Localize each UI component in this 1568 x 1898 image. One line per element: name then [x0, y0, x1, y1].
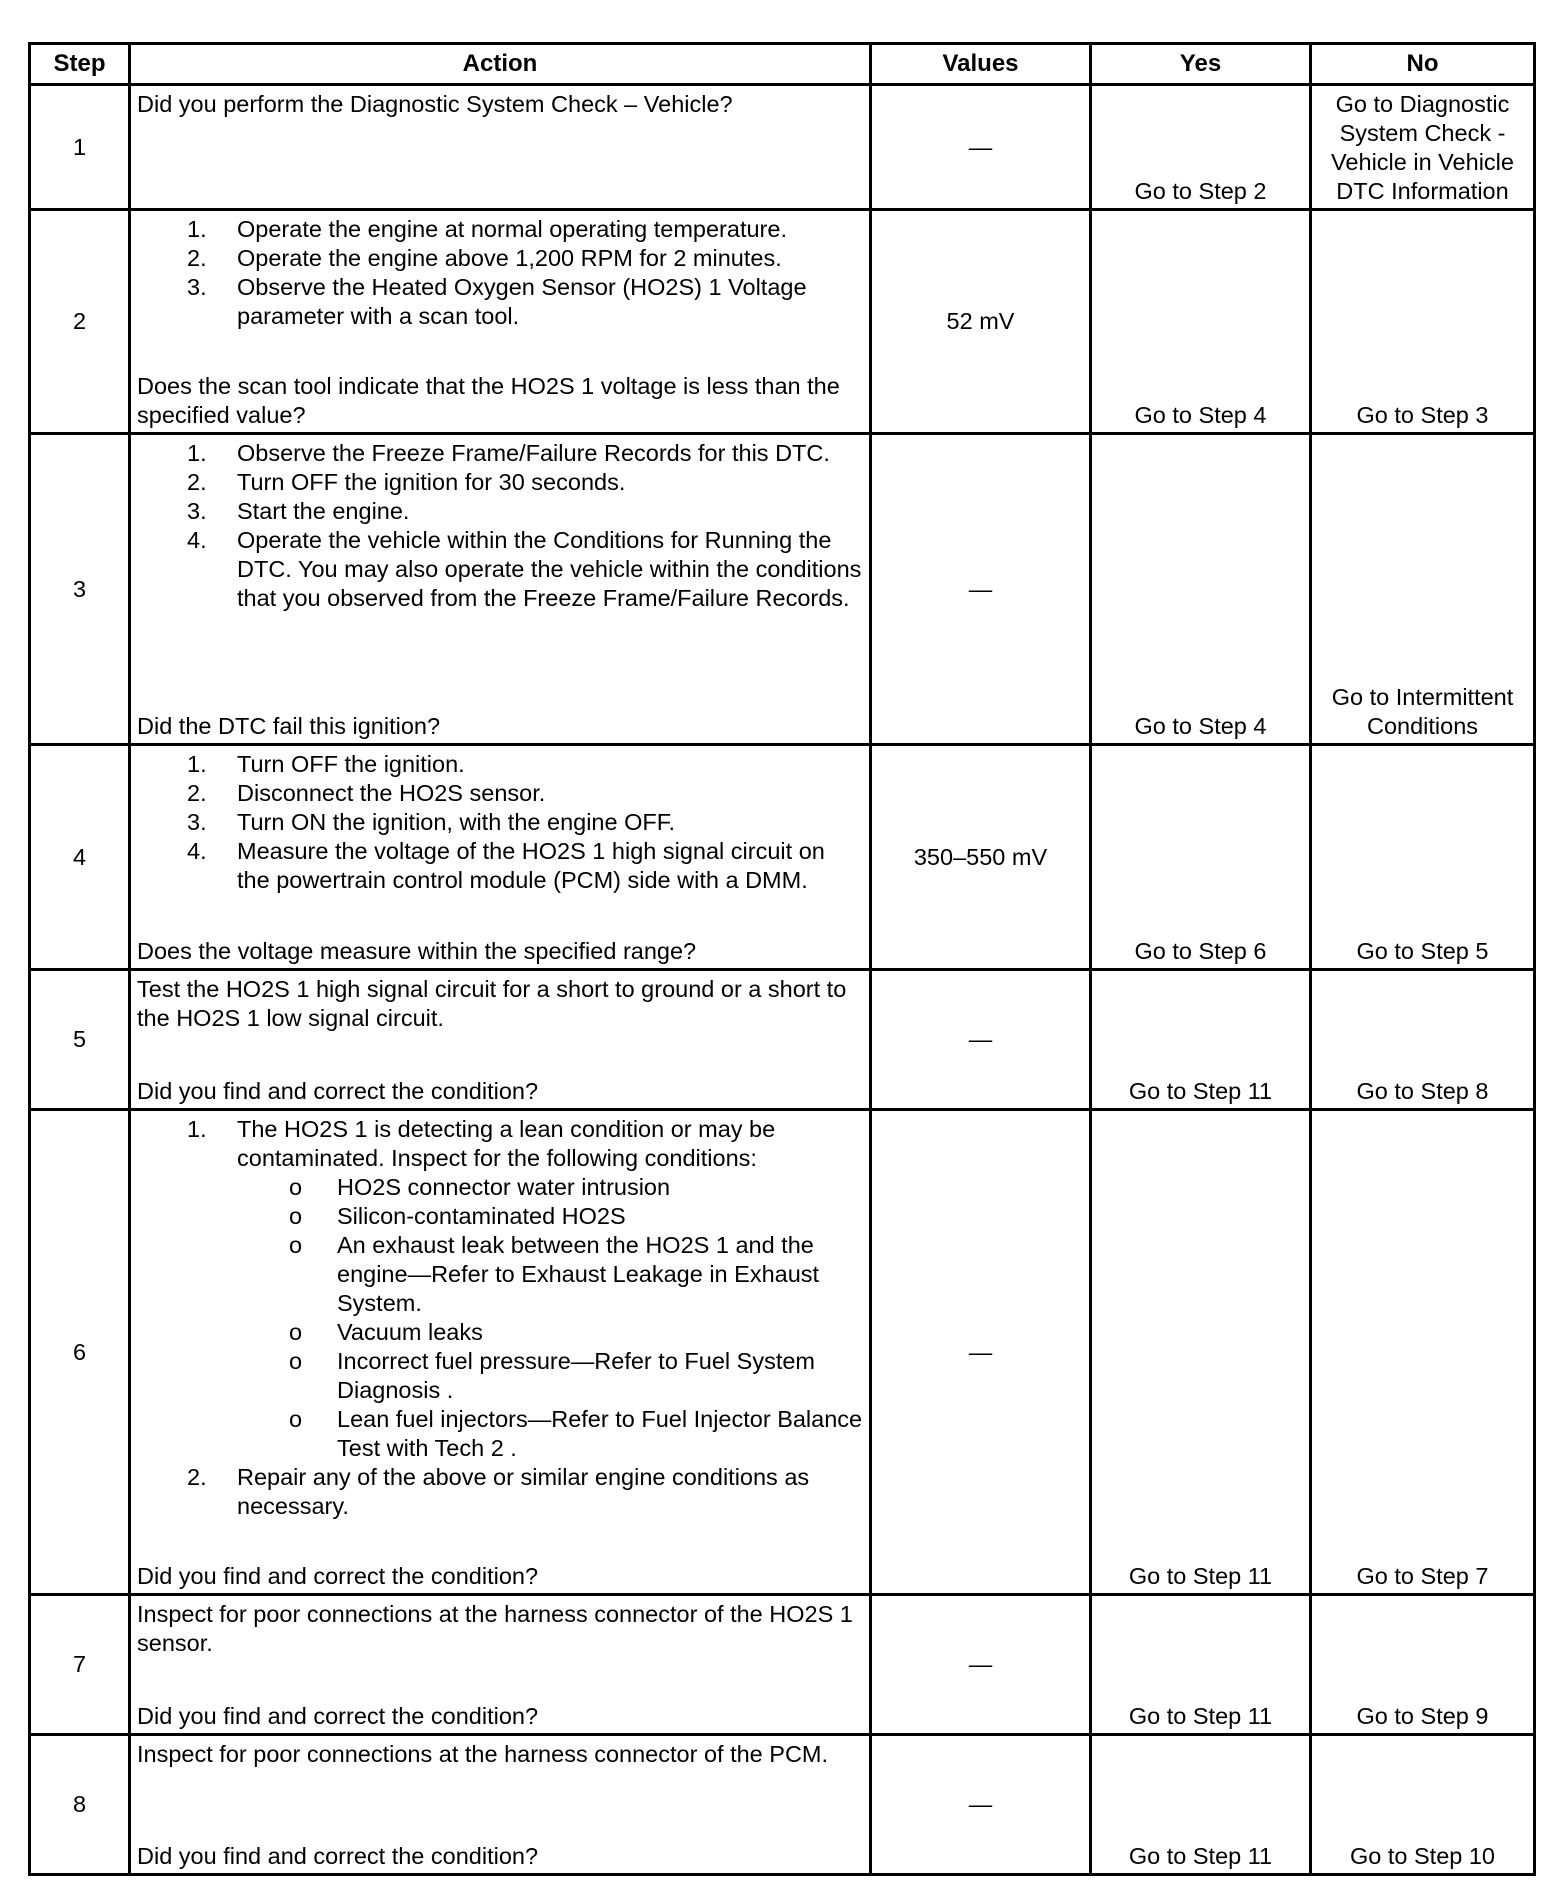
step-number: 4: [30, 745, 130, 970]
yes-cell: Go to Step 4: [1091, 210, 1311, 434]
item-text: Repair any of the above or similar engine conditions as necessary.: [237, 1464, 810, 1519]
bullet-text: Silicon-contaminated HO2S: [337, 1203, 626, 1229]
step-number: 6: [30, 1110, 130, 1595]
bullet-list: [237, 1173, 863, 1463]
bullet-icon: o: [289, 1406, 303, 1432]
no-cell: Go to Diagnostic System Check - Vehicle in Vehicle DTC Information: [1311, 85, 1535, 210]
bullet-icon: o: [289, 1319, 303, 1345]
bullet-list-item: [237, 1231, 863, 1318]
yes-cell: Go to Step 11: [1091, 1735, 1311, 1875]
item-text: The HO2S 1 is detecting a lean condition or may be contaminated. Inspect for the following conditions:: [237, 1116, 776, 1171]
item-text: Observe the Freeze Frame/Failure Records for this DTC.: [237, 440, 830, 466]
yes-cell: Go to Step 11: [1091, 1595, 1311, 1735]
action-question: Did you find and correct the condition?: [137, 1563, 539, 1589]
action-instructions: [137, 1600, 863, 1658]
item-number: 4.: [187, 527, 207, 553]
action-instructions: [137, 439, 863, 613]
table-body: [30, 85, 1535, 1875]
no-cell: Go to Step 9: [1311, 1595, 1535, 1735]
no-cell: Go to Step 3: [1311, 210, 1535, 434]
table-row: [30, 434, 1535, 745]
action-instructions: [137, 750, 863, 895]
action-cell: [130, 210, 871, 434]
item-number: 1.: [187, 751, 207, 777]
action-cell: [130, 1595, 871, 1735]
numbered-list-item: [137, 439, 863, 468]
action-question: Did you find and correct the condition?: [137, 1703, 539, 1729]
action-question: Did the DTC fail this ignition?: [137, 713, 441, 739]
action-cell: [130, 970, 871, 1110]
bullet-icon: o: [289, 1348, 303, 1374]
numbered-list-item: [137, 750, 863, 779]
action-instructions: [137, 975, 863, 1033]
value-cell: —: [871, 1595, 1091, 1735]
item-number: 2.: [187, 1464, 207, 1490]
bullet-list-item: [237, 1405, 863, 1463]
item-number: 1.: [187, 216, 207, 242]
numbered-list-item: [137, 808, 863, 837]
table-row: [30, 210, 1535, 434]
header-row: [30, 44, 1535, 85]
action-intro: Inspect for poor connections at the harness connector of the HO2S 1 sensor.: [137, 1601, 853, 1656]
numbered-list-item: [137, 1115, 863, 1463]
numbered-list-item: [137, 779, 863, 808]
bullet-text: HO2S connector water intrusion: [337, 1174, 671, 1200]
action-content: [131, 971, 869, 1108]
header-values: Values: [871, 44, 1091, 85]
item-number: 1.: [187, 1116, 207, 1142]
numbered-list-item: [137, 1463, 863, 1521]
yes-cell: Go to Step 4: [1091, 434, 1311, 745]
yes-cell: Go to Step 2: [1091, 85, 1311, 210]
no-cell: Go to Step 7: [1311, 1110, 1535, 1595]
action-cell: [130, 85, 871, 210]
no-cell: Go to Step 8: [1311, 970, 1535, 1110]
header-action: Action: [130, 44, 871, 85]
no-cell: Go to Intermittent Conditions: [1311, 434, 1535, 745]
step-number: 1: [30, 85, 130, 210]
bullet-icon: o: [289, 1203, 303, 1229]
action-cell: [130, 745, 871, 970]
bullet-list-item: [237, 1202, 863, 1231]
bullet-text: Lean fuel injectors—Refer to Fuel Injector Balance Test with Tech 2 .: [337, 1406, 863, 1461]
table-row: [30, 85, 1535, 210]
action-question: Does the voltage measure within the specified range?: [137, 938, 697, 964]
action-instructions: [137, 90, 863, 119]
value-cell: 52 mV: [871, 210, 1091, 434]
step-number: 2: [30, 210, 130, 434]
table-row: [30, 1735, 1535, 1875]
action-content: [131, 1736, 869, 1873]
bullet-icon: o: [289, 1232, 303, 1258]
bullet-text: Vacuum leaks: [337, 1319, 483, 1345]
item-text: Operate the engine at normal operating temperature.: [237, 216, 787, 242]
item-number: 1.: [187, 440, 207, 466]
bullet-list-item: [237, 1173, 863, 1202]
bullet-icon: o: [289, 1174, 303, 1200]
no-cell: Go to Step 10: [1311, 1735, 1535, 1875]
item-text: Observe the Heated Oxygen Sensor (HO2S) 1 Voltage parameter with a scan tool.: [237, 274, 807, 329]
item-number: 2.: [187, 245, 207, 271]
numbered-list-item: [137, 468, 863, 497]
step-number: 8: [30, 1735, 130, 1875]
table-row: [30, 970, 1535, 1110]
header-step: Step: [30, 44, 130, 85]
bullet-text: Incorrect fuel pressure—Refer to Fuel System Diagnosis .: [337, 1348, 816, 1403]
table-row: [30, 1595, 1535, 1735]
numbered-list: [137, 439, 863, 613]
action-instructions: [137, 1740, 863, 1769]
header-yes: Yes: [1091, 44, 1311, 85]
item-number: 3.: [187, 274, 207, 300]
action-intro: Inspect for poor connections at the harness connector of the PCM.: [137, 1741, 829, 1767]
action-instructions: [137, 215, 863, 331]
numbered-list-item: [137, 837, 863, 895]
value-cell: 350–550 mV: [871, 745, 1091, 970]
item-text: Turn OFF the ignition.: [237, 751, 465, 777]
item-text: Turn ON the ignition, with the engine OFF.: [237, 809, 676, 835]
numbered-list-item: [137, 526, 863, 613]
item-number: 4.: [187, 838, 207, 864]
action-intro: Did you perform the Diagnostic System Check – Vehicle?: [137, 91, 733, 117]
value-cell: —: [871, 434, 1091, 745]
item-text: Operate the vehicle within the Conditions for Running the DTC. You may also operate the vehicle within the conditions that you observed from the Freeze Frame/Failure Records.: [237, 527, 862, 611]
numbered-list: [137, 1115, 863, 1521]
diagnostic-table: [28, 42, 1536, 1876]
header-no: No: [1311, 44, 1535, 85]
numbered-list-item: [137, 215, 863, 244]
action-intro: Test the HO2S 1 high signal circuit for a short to ground or a short to the HO2S 1 low signal circuit.: [137, 976, 847, 1031]
action-question: Did you find and correct the condition?: [137, 1843, 539, 1869]
item-text: Measure the voltage of the HO2S 1 high signal circuit on the powertrain control module (PCM) side with a DMM.: [237, 838, 825, 893]
bullet-list-item: [237, 1318, 863, 1347]
action-question: Does the scan tool indicate that the HO2S 1 voltage is less than the specified value?: [137, 373, 840, 428]
yes-cell: Go to Step 11: [1091, 970, 1311, 1110]
table-row: [30, 1110, 1535, 1595]
numbered-list-item: [137, 273, 863, 331]
bullet-text: An exhaust leak between the HO2S 1 and the engine—Refer to Exhaust Leakage in Exhaust System.: [337, 1232, 820, 1316]
value-cell: —: [871, 85, 1091, 210]
numbered-list: [137, 750, 863, 895]
item-text: Disconnect the HO2S sensor.: [237, 780, 546, 806]
no-cell: Go to Step 5: [1311, 745, 1535, 970]
step-number: 3: [30, 434, 130, 745]
action-content: [131, 435, 869, 743]
action-instructions: [137, 1115, 863, 1521]
value-cell: —: [871, 1735, 1091, 1875]
item-text: Operate the engine above 1,200 RPM for 2 minutes.: [237, 245, 782, 271]
action-content: [131, 1111, 869, 1593]
item-number: 3.: [187, 498, 207, 524]
item-text: Start the engine.: [237, 498, 410, 524]
step-number: 7: [30, 1595, 130, 1735]
action-content: [131, 746, 869, 968]
item-number: 3.: [187, 809, 207, 835]
table-row: [30, 745, 1535, 970]
numbered-list-item: [137, 244, 863, 273]
yes-cell: Go to Step 6: [1091, 745, 1311, 970]
action-content: [131, 211, 869, 432]
action-cell: [130, 434, 871, 745]
action-content: [131, 1596, 869, 1733]
action-content: [131, 86, 869, 208]
yes-cell: Go to Step 11: [1091, 1110, 1311, 1595]
diagnostic-table-container: [28, 42, 1533, 1876]
action-question: Did you find and correct the condition?: [137, 1078, 539, 1104]
numbered-list-item: [137, 497, 863, 526]
action-cell: [130, 1110, 871, 1595]
item-number: 2.: [187, 469, 207, 495]
value-cell: —: [871, 1110, 1091, 1595]
action-cell: [130, 1735, 871, 1875]
item-number: 2.: [187, 780, 207, 806]
item-text: Turn OFF the ignition for 30 seconds.: [237, 469, 626, 495]
bullet-list-item: [237, 1347, 863, 1405]
step-number: 5: [30, 970, 130, 1110]
numbered-list: [137, 215, 863, 331]
value-cell: —: [871, 970, 1091, 1110]
